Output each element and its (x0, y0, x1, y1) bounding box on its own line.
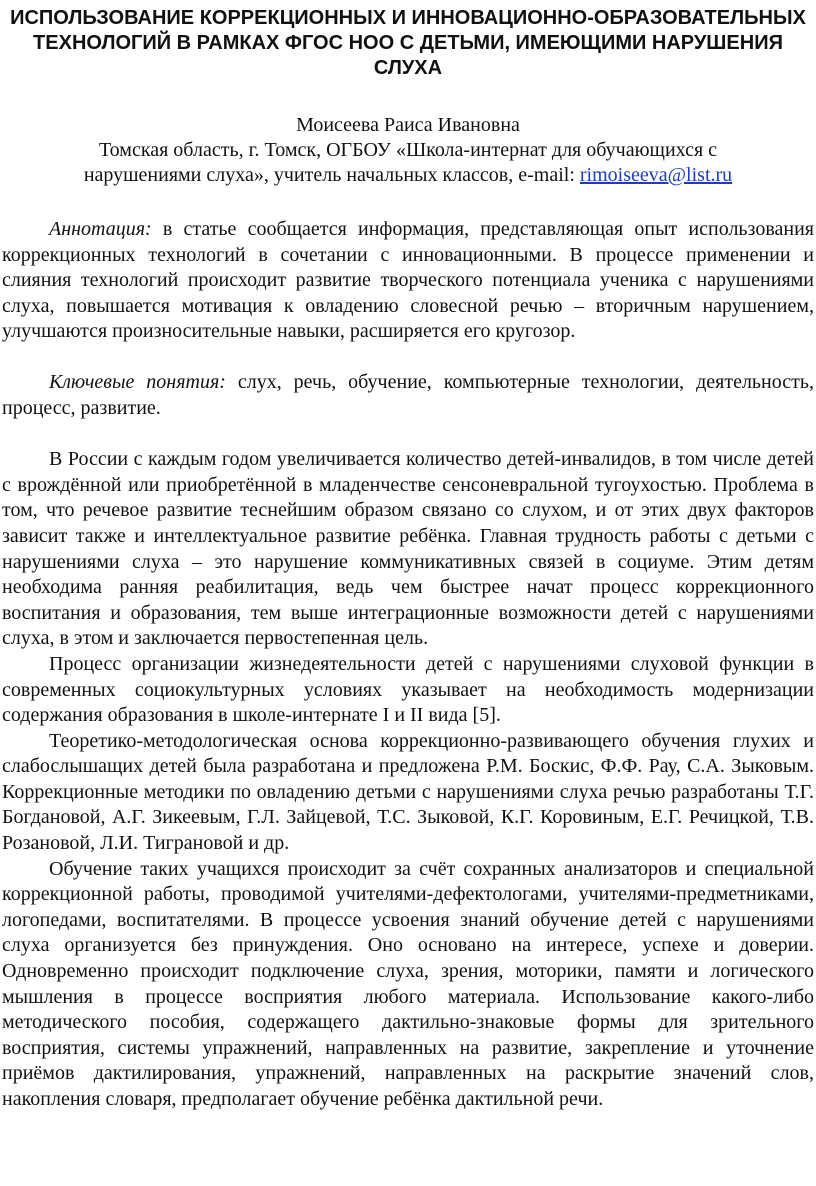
keywords-text: слух, речь, обучение, компьютерные технологии, деятельность, процесс, развитие. (2, 370, 814, 419)
author-affiliation-line1: Томская область, г. Томск, ОГБОУ «Школа-интернат для обучающихся с (98, 139, 718, 161)
keywords-paragraph (2, 370, 814, 421)
annotation-text: в статье сообщается информация, представляющая опыт использования коррекционных технологий в сочетании с инновационными. В процессе применении и слияния технологий происходит развитие творческого потенциала ученика с нарушениями слуха, повышается мотивация к овладению словесной речью – вторичным нарушением, улучшаются произносительные навыки, расширяется его кругозор. (2, 218, 814, 343)
body-paragraph-4: Обучение таких учащихся происходит за счёт сохранных анализаторов и специальной коррекционной работы, проводимой учителями-дефектологами, учителями-предметниками, логопедами, воспитателями. В процессе усвоения знаний обучение детей с нарушениями слуха организуется без принуждения. Оно основано на интересе, успехе и доверии. Одновременно происходит подключение слуха, зрения, моторики, памяти и логического мышления в процессе восприятия любого материала. Использование какого-либо методического пособия, содержащего дактильно-знаковые формы для зрительного восприятия, системы упражнений, направленных на развитие, закрепление и уточнение приёмов дактилирования, упражнений, направленных на раскрытие значений слов, накопления словаря, предполагает обучение ребёнка дактильной речи. (2, 857, 814, 1110)
keywords-label: Ключевые понятия: (49, 370, 226, 393)
author-block (6, 113, 810, 188)
author-email-link[interactable]: rimoiseeva@list.ru (579, 164, 733, 186)
author-affiliation-line2 (6, 163, 810, 188)
body-paragraph-3: Теоретико-методологическая основа коррекционно-развивающего обучения глухих и слабослышащих детей была разработана и предложена Р.М. Боскис, Ф.Ф. Рау, С.А. Зыковым. Коррекционные методики по овладению детьми с нарушениями слуха речью разработаны Т.Г. Богдановой, А.Г. Зикеевым, Г.Л. Зайцевой, Т.С. Зыковой, К.Г. Коровиным, Е.Г. Речицкой, Т.В. Розановой, Л.И. Тиграновой и др. (2, 729, 814, 855)
body-paragraph-1: В России с каждым годом увеличивается количество детей-инвалидов, в том числе детей с врождённой или приобретённой в младенчестве сенсоневральной тугоухостью. Проблема в том, что речевое развитие теснейшим образом связано со слухом, и от этих двух факторов зависит также и интеллектуальное развитие ребёнка. Главная трудность работы с детьми с нарушениями слуха – это нарушение коммуникативных связей в социуме. Этим детям необходима ранняя реабилитация, ведь чем быстрее начат процесс коррекционного воспитания и образования, тем выше интеграционные возможности детей с нарушениями слуха, в этом и заключается первостепенная цель. (2, 448, 814, 650)
annotation-label: Аннотация: (49, 218, 152, 240)
article-title: ИСПОЛЬЗОВАНИЕ КОРРЕКЦИОННЫХ И ИННОВАЦИОННО-ОБРАЗОВАТЕЛЬНЫХ ТЕХНОЛОГИЙ В РАМКАХ ФГОС НОО С ДЕТЬМИ, ИМЕЮЩИМИ НАРУШЕНИЯ СЛУХА (10, 7, 806, 79)
author-affiliation-text: нарушениями слуха», учитель начальных классов, e-mail: (83, 164, 580, 186)
body-paragraph-2: Процесс организации жизнедеятельности детей с нарушениями слуховой функции в современных социокультурных условиях указывает на необходимость модернизации содержания образования в школе-интернате I и II вида [5]. (2, 652, 814, 727)
author-name: Моисеева Раиса Ивановна (296, 114, 520, 136)
annotation-paragraph (2, 217, 814, 345)
